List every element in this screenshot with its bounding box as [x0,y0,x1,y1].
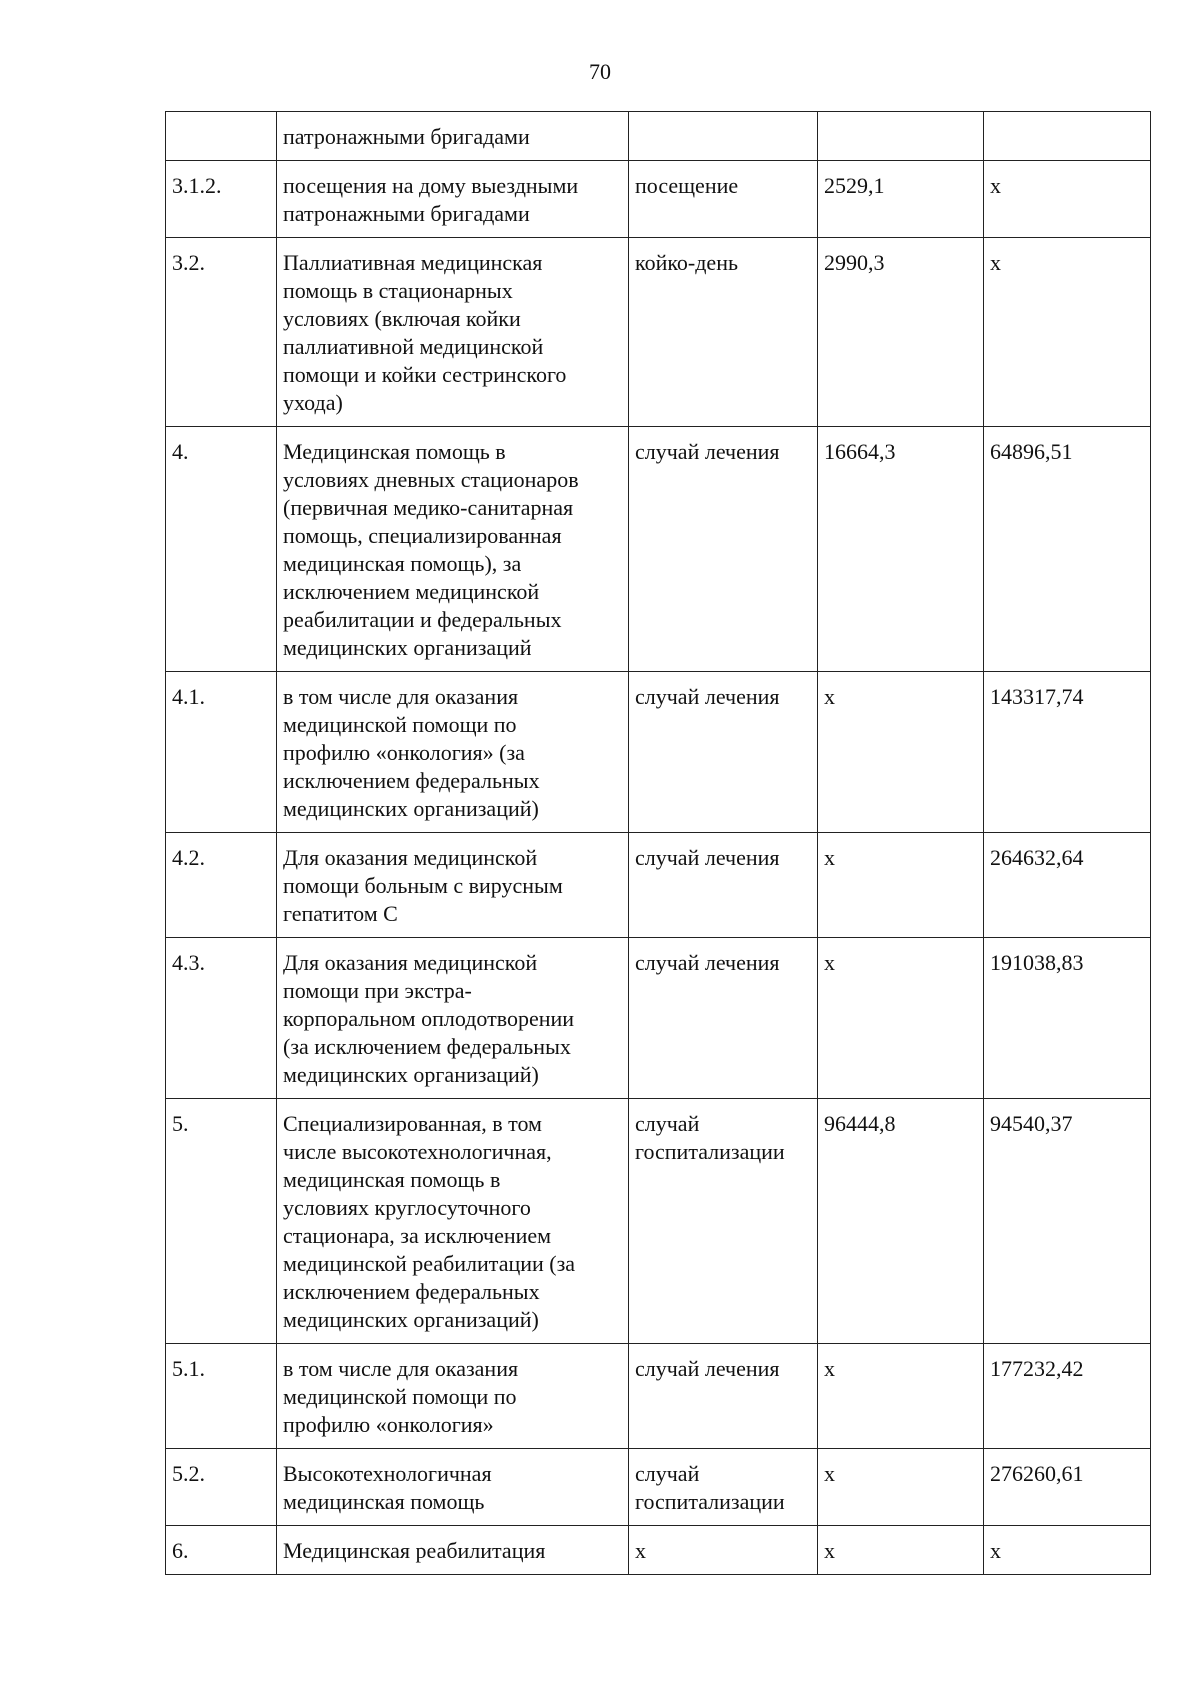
unit-cell: койко-день [629,238,818,427]
norm-cell: 16664,3 [818,427,984,672]
unit-cell: случай лечения [629,938,818,1099]
norm-cell: х [818,1449,984,1526]
norm-cell: х [818,672,984,833]
norm-cell [818,112,984,161]
table-row [166,238,1151,427]
care-type-cell: Медицинская помощь в условиях дневных стационаров (первичная медико-санитарная помощь, специализированная медицинская помощь), за исключением медицинской реабилитации и федеральных медицинских организаций [277,427,629,672]
data-table [165,111,1151,1575]
care-type-cell: в том числе для оказания медицинской помощи по профилю «онкология» (за исключением федеральных медицинских организаций) [277,672,629,833]
unit-cell: посещение [629,161,818,238]
norm-cell: х [818,1344,984,1449]
norm-cell: х [818,833,984,938]
cost-cell: 94540,37 [984,1099,1151,1344]
table-row [166,1099,1151,1344]
norm-cell: 96444,8 [818,1099,984,1344]
row-number-cell: 5. [166,1099,277,1344]
care-type-cell: Для оказания медицинской помощи больным с вирусным гепатитом С [277,833,629,938]
unit-cell: х [629,1526,818,1575]
table-row [166,161,1151,238]
care-type-cell: посещения на дому выездными патронажными бригадами [277,161,629,238]
norm-cell: х [818,1526,984,1575]
unit-cell: случай госпитализации [629,1449,818,1526]
table-row [166,672,1151,833]
unit-cell: случай лечения [629,833,818,938]
page-number: 70 [589,59,611,84]
row-number-cell: 4. [166,427,277,672]
cost-cell: 64896,51 [984,427,1151,672]
row-number-cell: 4.1. [166,672,277,833]
table-row [166,1526,1151,1575]
norm-cell: х [818,938,984,1099]
row-number-cell: 5.2. [166,1449,277,1526]
row-number-cell: 4.3. [166,938,277,1099]
care-type-cell: Паллиативная медицинская помощь в стационарных условиях (включая койки паллиативной медицинской помощи и койки сестринского ухода) [277,238,629,427]
unit-cell [629,112,818,161]
cost-cell: х [984,1526,1151,1575]
cost-cell [984,112,1151,161]
norm-cell: 2529,1 [818,161,984,238]
unit-cell: случай госпитализации [629,1099,818,1344]
row-number-cell: 3.1.2. [166,161,277,238]
row-number-cell: 4.2. [166,833,277,938]
care-type-cell: в том числе для оказания медицинской помощи по профилю «онкология» [277,1344,629,1449]
cost-cell: 191038,83 [984,938,1151,1099]
cost-cell: х [984,238,1151,427]
unit-cell: случай лечения [629,427,818,672]
cost-cell: 143317,74 [984,672,1151,833]
cost-cell: 276260,61 [984,1449,1151,1526]
cost-cell: х [984,161,1151,238]
unit-cell: случай лечения [629,1344,818,1449]
unit-cell: случай лечения [629,672,818,833]
care-type-cell: Высокотехнологичная медицинская помощь [277,1449,629,1526]
table-row [166,1449,1151,1526]
care-type-cell: Медицинская реабилитация [277,1526,629,1575]
table-row [166,833,1151,938]
table-row [166,427,1151,672]
row-number-cell: 5.1. [166,1344,277,1449]
care-type-cell: патронажными бригадами [277,112,629,161]
care-type-cell: Специализированная, в том числе высокотехнологичная, медицинская помощь в условиях круглосуточного стационара, за исключением медицинской реабилитации (за исключением федеральных медицинских организаций) [277,1099,629,1344]
cost-cell: 177232,42 [984,1344,1151,1449]
row-number-cell: 3.2. [166,238,277,427]
table-row [166,938,1151,1099]
table-row [166,112,1151,161]
norm-cell: 2990,3 [818,238,984,427]
table-row [166,1344,1151,1449]
care-type-cell: Для оказания медицинской помощи при экстра- корпоральном оплодотворении (за исключением федеральных медицинских организаций) [277,938,629,1099]
row-number-cell: 6. [166,1526,277,1575]
cost-cell: 264632,64 [984,833,1151,938]
row-number-cell [166,112,277,161]
